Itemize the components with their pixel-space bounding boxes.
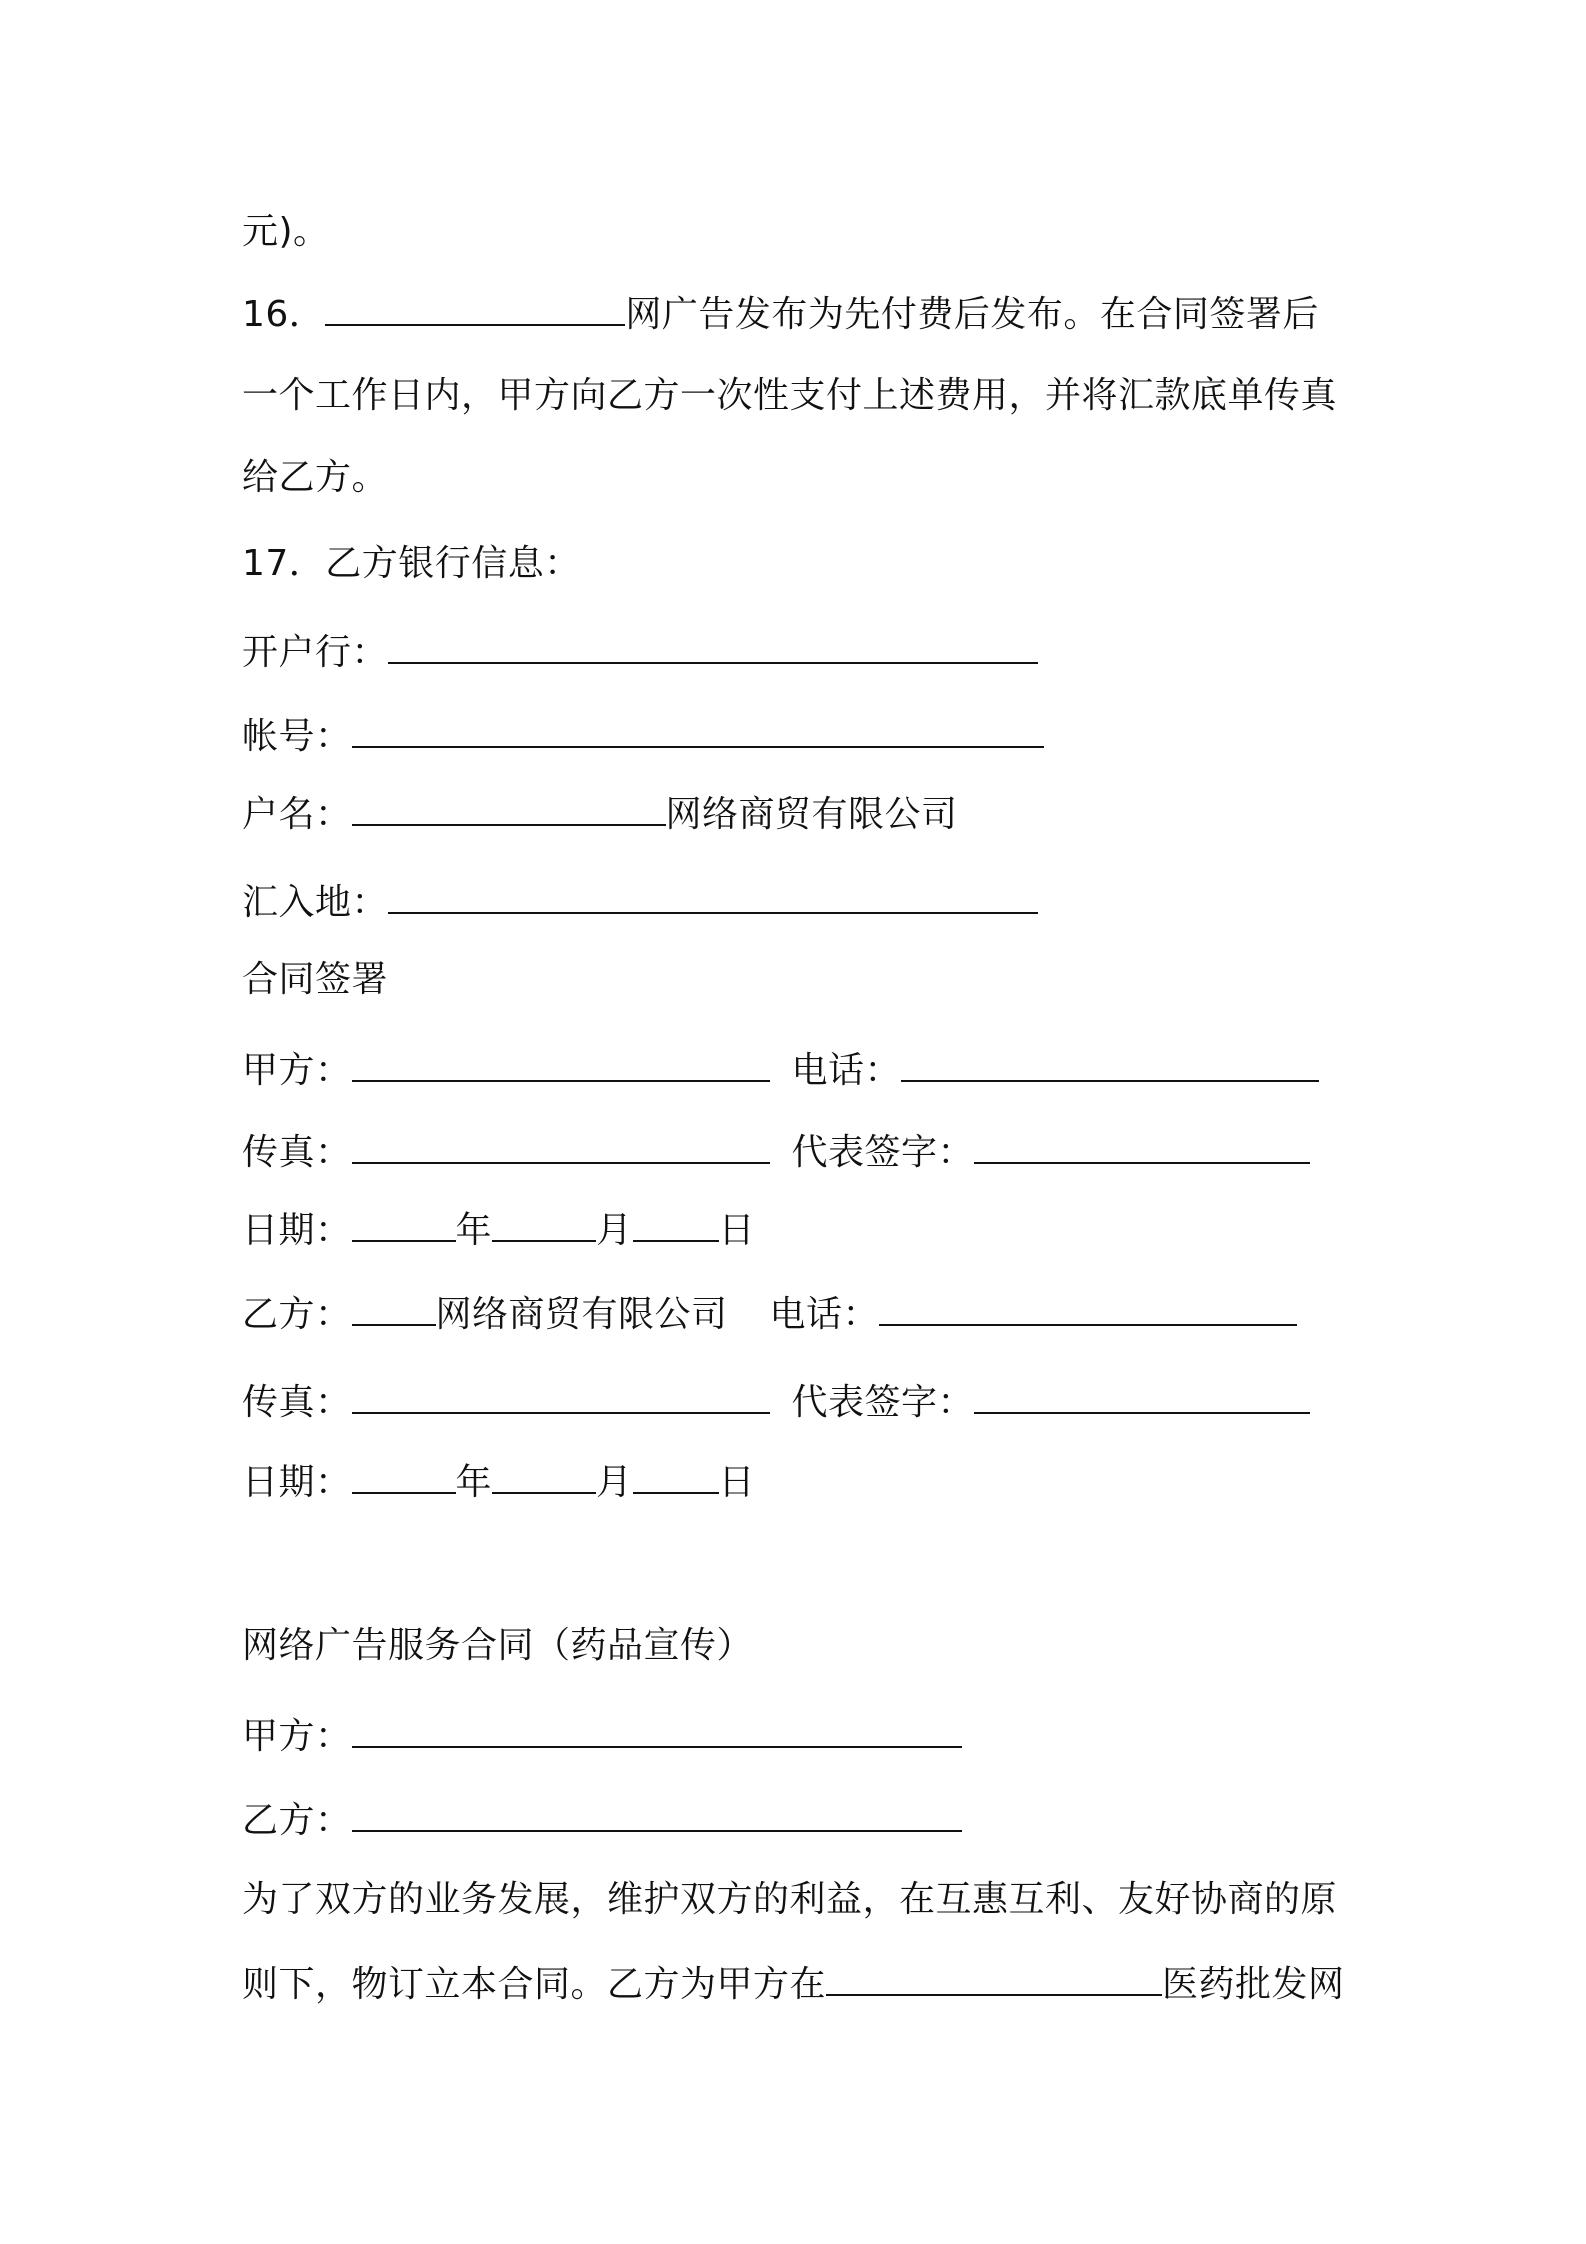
field-label: 日期： [242, 1210, 352, 1251]
party-b-date-line [242, 1458, 755, 1507]
field-label: 甲方： [242, 1050, 352, 1091]
text-fragment: 网络广告服务合同（药品宣传） [242, 1625, 754, 1666]
year-field[interactable] [352, 1206, 456, 1242]
fax-field[interactable] [352, 1128, 770, 1164]
text-fragment: 医药批发网 [1162, 1964, 1345, 2005]
field-label: 代表签字： [791, 1132, 975, 1173]
party-b-line [242, 1290, 1297, 1339]
clause-17-heading [242, 540, 581, 588]
party-a-field[interactable] [352, 1712, 962, 1748]
field-label: 代表签字： [791, 1382, 975, 1423]
day-field[interactable] [633, 1458, 719, 1494]
fax-field[interactable] [352, 1378, 770, 1414]
contract-title [242, 1622, 753, 1670]
text-line [242, 372, 1337, 420]
party-a-line-2 [242, 1712, 962, 1761]
field-label: 乙方： [242, 1294, 352, 1335]
bank-field[interactable] [388, 628, 1038, 664]
field-label: 帐号： [242, 716, 352, 757]
party-b-fax-line [242, 1378, 1310, 1427]
text-fragment: 一个工作日内，甲方向乙方一次性支付上述费用，并将汇款底单传真 [242, 375, 1338, 416]
field-label: 开户行： [242, 632, 389, 673]
party-a-fax-line [242, 1128, 1310, 1177]
text-fragment: 年 [455, 1210, 493, 1251]
text-fragment: 月 [596, 1462, 633, 1503]
text-fragment: 网络商贸有限公司 [435, 1294, 728, 1335]
party-a-field[interactable] [352, 1046, 770, 1082]
field-label: 日期： [242, 1462, 352, 1503]
text-fragment: 则下，物订立本合同。乙方为甲方在 [242, 1964, 827, 2005]
text-fragment: 元)。 [242, 211, 330, 252]
account-name-field[interactable] [352, 790, 666, 826]
clause-number: 16． [242, 294, 326, 335]
text-fragment: 月 [596, 1210, 633, 1251]
day-field[interactable] [633, 1206, 719, 1242]
text-fragment: 网广告发布为先付费后发布。在合同签署后 [625, 294, 1319, 335]
month-field[interactable] [492, 1458, 596, 1494]
clause-16-line [242, 290, 1319, 339]
text-line [242, 208, 330, 256]
field-label: 电话： [791, 1050, 902, 1091]
field-label: 乙方： [242, 1800, 352, 1841]
sign-heading [242, 956, 388, 1004]
field-label: 汇入地： [242, 882, 389, 923]
text-fragment: 合同签署 [242, 959, 389, 1000]
field-label: 甲方： [242, 1716, 352, 1757]
account-line [242, 712, 1044, 761]
text-fragment: 17．乙方银行信息： [242, 543, 581, 584]
remit-field[interactable] [388, 878, 1038, 914]
year-field[interactable] [352, 1458, 456, 1494]
text-fragment: 网络商贸有限公司 [665, 794, 958, 835]
party-b-field[interactable] [352, 1290, 436, 1326]
blank-field[interactable] [325, 290, 625, 326]
phone-field[interactable] [901, 1046, 1319, 1082]
text-fragment: 年 [455, 1462, 493, 1503]
phone-field[interactable] [879, 1290, 1297, 1326]
text-fragment: 给乙方。 [242, 457, 389, 498]
text-line [242, 1960, 1345, 2009]
field-label: 电话： [769, 1294, 880, 1335]
party-b-line-2 [242, 1796, 962, 1845]
account-field[interactable] [352, 712, 1044, 748]
text-fragment: 日 [718, 1210, 756, 1251]
rep-sign-field[interactable] [974, 1378, 1310, 1414]
remit-line [242, 878, 1038, 927]
field-label: 户名： [242, 794, 352, 835]
text-line [242, 454, 388, 502]
blank-field[interactable] [826, 1960, 1162, 1996]
field-label: 传真： [242, 1382, 352, 1423]
party-a-line [242, 1046, 1319, 1095]
text-line [242, 1876, 1337, 1924]
party-b-field[interactable] [352, 1796, 962, 1832]
bank-line [242, 628, 1038, 677]
field-label: 传真： [242, 1132, 352, 1173]
account-name-line [242, 790, 958, 839]
month-field[interactable] [492, 1206, 596, 1242]
party-a-date-line [242, 1206, 755, 1255]
text-fragment: 日 [718, 1462, 756, 1503]
rep-sign-field[interactable] [974, 1128, 1310, 1164]
text-fragment: 为了双方的业务发展，维护双方的利益，在互惠互利、友好协商的原 [242, 1879, 1338, 1920]
